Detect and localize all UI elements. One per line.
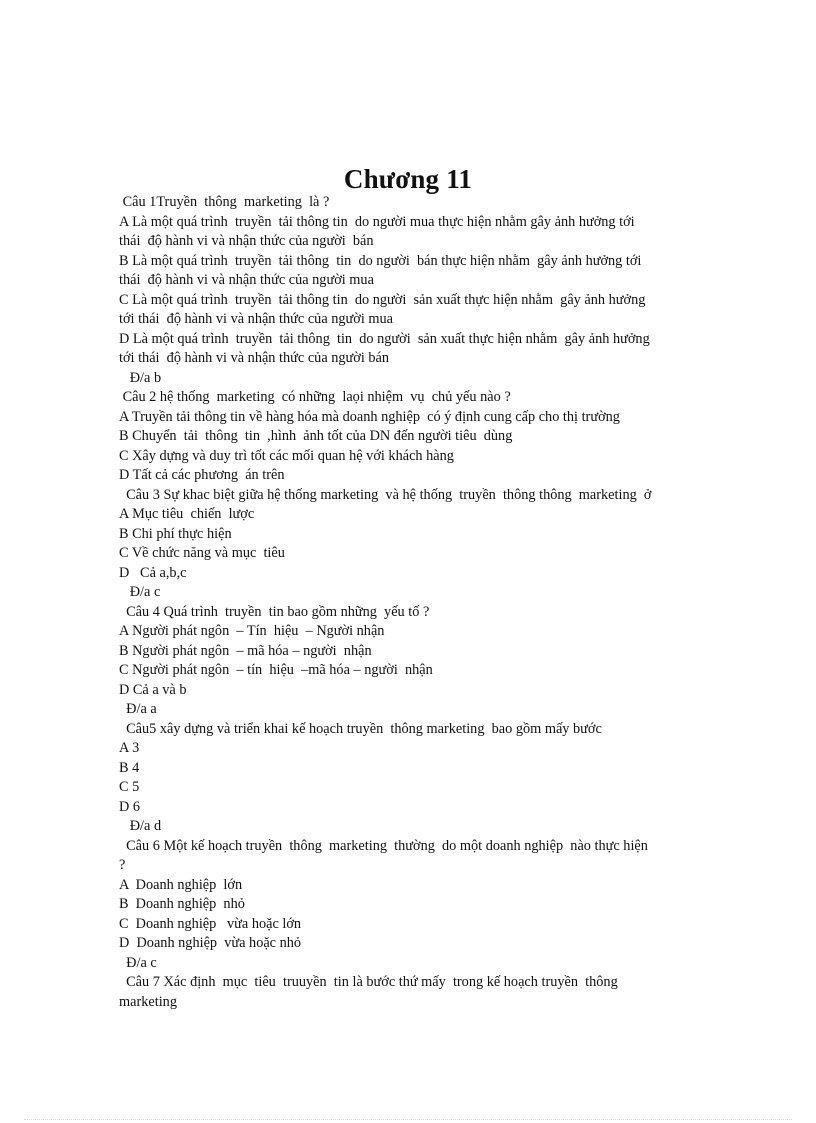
text-line: Câu 6 Một kế hoạch truyền thông marketing thường do một doanh nghiệp nào thực hiện xyxy=(119,837,648,854)
text-line: D Doanh nghiệp vừa hoặc nhỏ xyxy=(119,935,302,951)
text-line: Đ/a d xyxy=(119,818,162,834)
text-line: tới thái độ hành vi và nhận thức của người mua xyxy=(119,311,394,327)
text-line: A Người phát ngôn – Tín hiệu – Người nhận xyxy=(119,623,385,639)
text-line: A Mục tiêu chiến lược xyxy=(119,506,255,522)
text-line: C Là một quá trình truyền tải thông tin do người sản xuất thực hiện nhằm gây ảnh hưởng xyxy=(119,291,646,308)
text-line: thái độ hành vi và nhận thức của người mua xyxy=(119,272,374,288)
text-line: C Xây dựng và duy trì tốt các mối quan hệ với khách hàng xyxy=(119,447,454,464)
text-line: D 6 xyxy=(119,798,141,815)
text-line: Đ/a a xyxy=(119,701,157,717)
text-line: A Là một quá trình truyền tải thông tin do người mua thực hiện nhằm gây ảnh hưởng tới xyxy=(119,213,635,230)
text-line: B Chi phí thực hiện xyxy=(119,525,232,542)
question-list xyxy=(119,193,699,1012)
text-line: Câu 1Truyền thông marketing là ? xyxy=(119,194,330,210)
text-line: ? xyxy=(119,857,126,873)
text-line: D Là một quá trình truyền tải thông tin do người sản xuất thực hiện nhằm gây ảnh hưởng xyxy=(119,330,650,347)
text-line: B Là một quá trình truyền tải thông tin do người bán thực hiện nhằm gây ảnh hưởng tới xyxy=(119,252,642,269)
text-line: B Chuyển tải thông tin ,hình ảnh tốt của DN đến người tiêu dùng xyxy=(119,428,513,444)
text-line: C 5 xyxy=(119,779,140,795)
text-line: B Người phát ngôn – mã hóa – người nhận xyxy=(119,642,372,659)
chapter-title: Chương 11 xyxy=(343,164,473,194)
text-line: Câu 2 hệ thống marketing có những laọi nhiệm vụ chủ yếu nào ? xyxy=(119,389,511,405)
text-line: C Doanh nghiệp vừa hoặc lớn xyxy=(119,915,302,932)
text-line: A Truyền tải thông tin về hàng hóa mà doanh nghiệp có ý định cung cấp cho thị trường xyxy=(119,408,620,425)
page-bottom-divider xyxy=(24,1119,792,1120)
text-line: C Về chức năng và mục tiêu xyxy=(119,545,285,561)
text-line: Câu 3 Sự khac biệt giữa hệ thống marketing và hệ thống truyền thông thông marketing ở xyxy=(119,486,652,503)
text-line: tới thái độ hành vi và nhận thức của người bán xyxy=(119,350,390,366)
text-line: marketing xyxy=(119,993,177,1010)
text-line: Đ/a c xyxy=(119,584,161,600)
text-line: Câu 7 Xác định mục tiêu truuyền tin là bước thứ mấy trong kế hoạch truyền thông xyxy=(119,974,618,990)
text-line: Đ/a c xyxy=(119,954,157,971)
text-line: D Cả a,b,c xyxy=(119,564,187,581)
text-line: C Người phát ngôn – tín hiệu –mã hóa – người nhận xyxy=(119,662,433,678)
text-line: D Tất cả các phương án trên xyxy=(119,467,285,483)
text-line: A Doanh nghiệp lớn xyxy=(119,876,243,893)
text-line: B Doanh nghiệp nhỏ xyxy=(119,896,245,912)
text-line: B 4 xyxy=(119,759,140,776)
text-line: Đ/a b xyxy=(119,369,162,386)
text-line: thái độ hành vi và nhận thức của người bán xyxy=(119,233,374,249)
text-line: Câu 4 Quá trình truyền tin bao gồm những yếu tố ? xyxy=(119,603,430,620)
text-line: Câu5 xây dựng và triển khai kế hoạch truyền thông marketing bao gồm mấy bước xyxy=(119,720,602,737)
text-line: D Cả a và b xyxy=(119,681,187,698)
text-line: A 3 xyxy=(119,740,140,756)
